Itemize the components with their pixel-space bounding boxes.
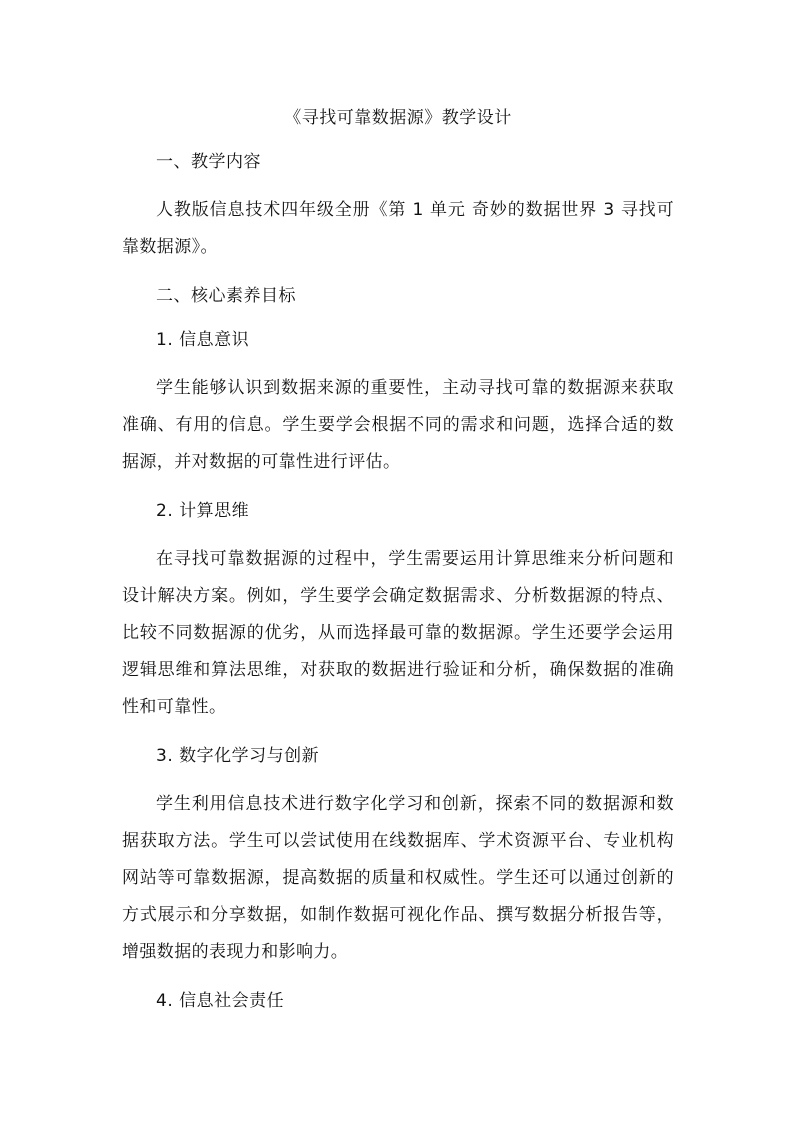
paragraph-teaching-content: 人教版信息技术四年级全册《第 1 单元 奇妙的数据世界 3 寻找可靠数据源》。: [122, 200, 674, 257]
paragraph-computational-thinking: 在寻找可靠数据源的过程中，学生需要运用计算思维来分析问题和设计解决方案。例如，学生要学会确定数据需求、分析数据源的特点、比较不同数据源的优劣，从而选择最可靠的数据源。学生还要学会运用逻辑思维和算法思维，对获取的数据进行验证和分析，确保数据的准确性和可靠性。: [122, 549, 674, 717]
subheading-computational-thinking: 2. 计算思维: [156, 501, 250, 521]
section-heading-teaching-content: 一、教学内容: [156, 152, 261, 172]
paragraph-digital-learning: 学生利用信息技术进行数字化学习和创新，探索不同的数据源和数据获取方法。学生可以尝试使用在线数据库、学术资源平台、专业机构网站等可靠数据源，提高数据的质量和权威性。学生还可以通过创新的方式展示和分享数据，如制作数据可视化作品、撰写数据分析报告等，增强数据的表现力和影响力。: [122, 794, 674, 962]
section-heading-core-goals: 二、核心素养目标: [156, 286, 296, 306]
paragraph-information-awareness: 学生能够认识到数据来源的重要性，主动寻找可靠的数据源来获取准确、有用的信息。学生要学会根据不同的需求和问题，选择合适的数据源，并对数据的可靠性进行评估。: [122, 378, 674, 472]
document-title: 《寻找可靠数据源》教学设计: [284, 108, 512, 128]
subheading-digital-learning: 3. 数字化学习与创新: [156, 746, 320, 766]
subheading-social-responsibility: 4. 信息社会责任: [156, 991, 285, 1011]
subheading-information-awareness: 1. 信息意识: [156, 330, 250, 350]
document-body: [122, 104, 674, 1031]
